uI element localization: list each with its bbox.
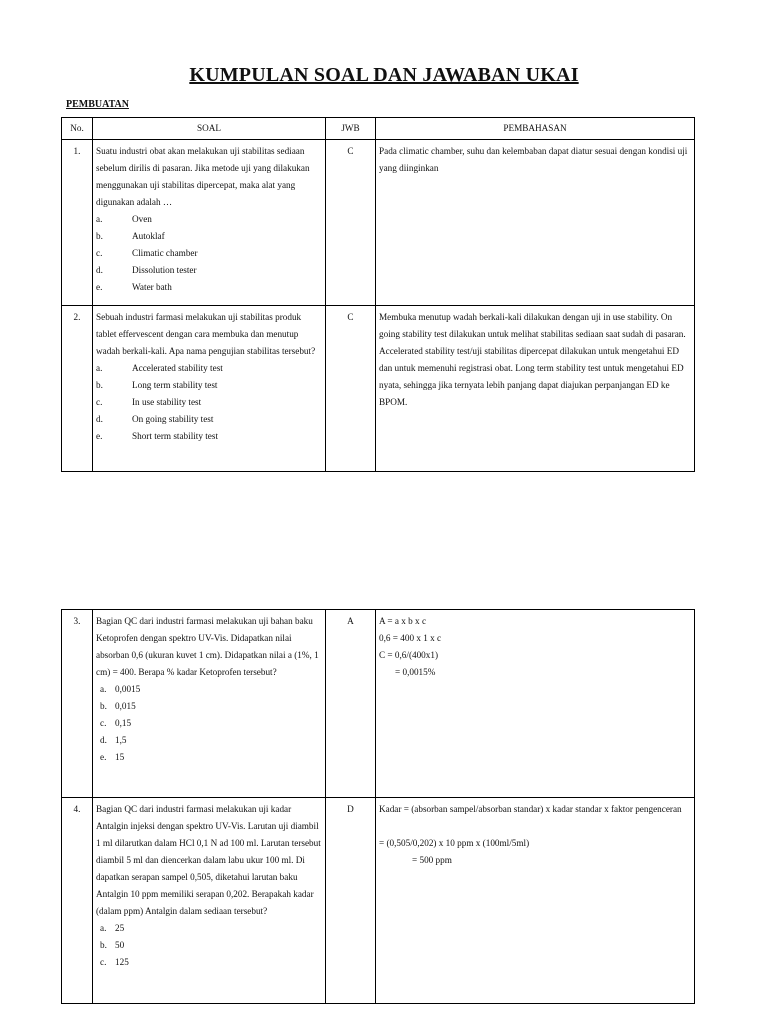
explanation-line: = (0,505/0,202) x 10 ppm x (100ml/5ml) [379, 838, 530, 848]
table-row [62, 140, 695, 306]
option: a. Accelerated stability test [96, 363, 223, 373]
explanation-line: = 0,0015% [395, 667, 436, 677]
explanation-line: = 500 ppm [412, 855, 452, 865]
question-number: 4. [62, 798, 93, 1004]
option: e. Water bath [96, 282, 172, 292]
answer: D [326, 798, 376, 1004]
question-table-2 [61, 609, 695, 1004]
explanation: Pada climatic chamber, suhu dan kelembaban dapat diatur sesuai dengan kondisi uji yang diinginkan [376, 140, 695, 306]
section-heading: PEMBUATAN [66, 99, 129, 110]
table-row [62, 798, 695, 1004]
question-text: Sebuah industri farmasi melakukan uji stabilitas produk tablet effervescent dengan cara membuka dan menutup wadah berkali-kali. Apa nama pengujian stabilitas tersebut? [96, 312, 316, 356]
page-title: KUMPULAN SOAL DAN JAWABAN UKAI [189, 64, 579, 86]
question-text: Suatu industri obat akan melakukan uji stabilitas sediaan sebelum dirilis di pasaran. Jika metode uji yang dilakukan menggunakan uji stabilitas dipercepat, maka alat yang digunakan adalah … [96, 146, 310, 207]
question-number: 3. [62, 610, 93, 798]
question-cell [93, 610, 326, 798]
option: c. Climatic chamber [96, 248, 198, 258]
option: e. Short term stability test [96, 431, 218, 441]
answer: C [326, 306, 376, 472]
explanation-line: Kadar = (absorban sampel/absorban standar) x kadar standar x faktor pengenceran [379, 804, 682, 814]
option: b. Autoklaf [96, 231, 165, 241]
option: b. 0,015 [100, 701, 136, 711]
option: b. 50 [100, 940, 125, 950]
option: c. 125 [100, 957, 129, 967]
explanation-line: 0,6 = 400 x 1 x c [379, 633, 442, 643]
option: c. 0,15 [100, 718, 132, 728]
explanation-line: A = a x b x c [379, 616, 427, 626]
table-header-row [62, 118, 695, 140]
table-row [62, 306, 695, 472]
option: a. Oven [96, 214, 152, 224]
question-number: 2. [62, 306, 93, 472]
question-cell [93, 140, 326, 306]
table-row [62, 610, 695, 798]
header-pembahasan: PEMBAHASAN [376, 118, 695, 140]
option: a. 25 [100, 923, 125, 933]
option: c. In use stability test [96, 397, 202, 407]
option: d. 1,5 [100, 735, 127, 745]
question-cell [93, 306, 326, 472]
explanation [376, 798, 695, 1004]
question-table-1 [61, 117, 695, 472]
answer: A [326, 610, 376, 798]
explanation [376, 610, 695, 798]
explanation: Membuka menutup wadah berkali-kali dilakukan dengan uji in use stability. On going stability test dilakukan untuk melihat stabilitas sediaan saat sudah di pasaran. Accelerated stability test/uji stabilitas dipercepat dilakukan untuk mengetahui ED dan untuk memenuhi registrasi obat. Long term stability test untuk mengetahui ED nyata, sehingga jika ternyata lebih panjang dapat diajukan perpanjangan ED ke BPOM. [376, 306, 695, 472]
question-cell [93, 798, 326, 1004]
explanation-line: C = 0,6/(400x1) [379, 650, 439, 660]
question-text: Bagian QC dari industri farmasi melakukan uji kadar Antalgin injeksi dengan spektro UV-Vis. Larutan uji diambil 1 ml dilarutkan dalam HCl 0,1 N ad 100 ml. Larutan tersebut diambil 5 ml dan diencerkan dalam labu ukur 100 ml. Di dapatkan serapan sampel 0,505, diketahui larutan baku Antalgin 10 ppm memiliki serapan 0,202. Berapakah kadar (dalam ppm) Antalgin dalam sediaan tersebut? [96, 804, 321, 916]
option: e. 15 [100, 752, 125, 762]
answer: C [326, 140, 376, 306]
header-soal: SOAL [93, 118, 326, 140]
option: b. Long term stability test [96, 380, 218, 390]
option: d. On going stability test [96, 414, 214, 424]
header-no: No. [62, 118, 93, 140]
option: a. 0,0015 [100, 684, 141, 694]
question-number: 1. [62, 140, 93, 306]
option: d. Dissolution tester [96, 265, 197, 275]
header-jwb: JWB [326, 118, 376, 140]
question-text: Bagian QC dari industri farmasi melakukan uji bahan baku Ketoprofen dengan spektro UV-Vis. Didapatkan nilai absorban 0,6 (ukuran kuvet 1 cm). Didapatkan nilai a (1%, 1 cm) = 400. Berapa % kadar Ketoprofen tersebut? [96, 616, 319, 677]
